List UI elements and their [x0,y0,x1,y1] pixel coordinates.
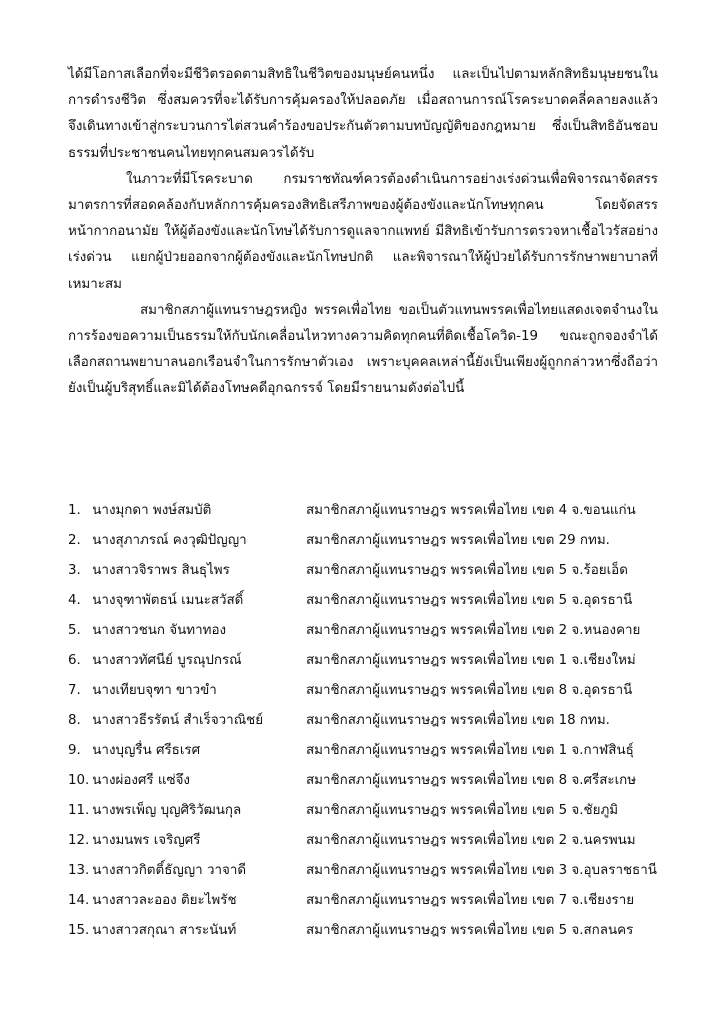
signer-position: สมาชิกสภาผู้แทนราษฎร พรรคเพื่อไทย เขต 1 จ.กาฬสินธุ์ [306,743,634,758]
signer-name: นางเทียบจุฑา ขาวขำ [92,683,217,698]
list-item [68,886,668,916]
signer-name: นางสาวกิตติ์ธัญญา วาจาดี [92,863,247,878]
list-item [68,616,668,646]
signer-name: นางมนพร เจริญศรี [92,833,201,848]
signer-name: นางสุภาภรณ์ คงวุฒิปัญญา [92,533,247,548]
signer-position: สมาชิกสภาผู้แทนราษฎร พรรคเพื่อไทย เขต 5 จ.ชัยภูมิ [306,803,619,818]
signer-position: สมาชิกสภาผู้แทนราษฎร พรรคเพื่อไทย เขต 29 กทม. [306,533,610,548]
signer-name: นางสาวทัศนีย์ บูรณุปกรณ์ [92,653,242,668]
signer-name: นางจุฑาพัตธน์ เมนะสวัสดิ์ [92,593,244,608]
signer-position: สมาชิกสภาผู้แทนราษฎร พรรคเพื่อไทย เขต 4 จ.ขอนแก่น [306,503,636,518]
signer-name: นางมุกดา พงษ์สมบัติ [92,503,212,518]
signer-position: สมาชิกสภาผู้แทนราษฎร พรรคเพื่อไทย เขต 18 กทม. [306,713,610,728]
signer-name: นางบุญรื่น ศรีธเรศ [92,743,201,758]
signer-position: สมาชิกสภาผู้แทนราษฎร พรรคเพื่อไทย เขต 5 จ.ร้อยเอ็ด [306,563,628,578]
signer-position: สมาชิกสภาผู้แทนราษฎร พรรคเพื่อไทย เขต 5 จ.อุดรธานี [306,593,633,608]
list-item [68,766,668,796]
paragraph-rights: ได้มีโอกาสเลือกที่จะมีชีวิตรอดตามสิทธิในชีวิตของมนุษย์คนหนึ่ง และเป็นไปตามหลักสิทธิมนุษยชนในการดำรงชีวิต ซึ่งสมควรที่จะได้รับการคุ้มครองให้ปลอดภัย เมื่อสถานการณ์โรคระบาดคลี่คลายลงแล้ว จึงเดินทางเข้าสู่กระบวนการไต่สวนคำร้องขอประกันตัวตามบทบัญญัติของกฎหมาย ซึ่งเป็นสิทธิอันชอบธรรมที่ประชาชนคนไทยทุกคนสมควรได้รับ [68,67,658,161]
signer-position: สมาชิกสภาผู้แทนราษฎร พรรคเพื่อไทย เขต 7 จ.เชียงราย [306,893,635,908]
signer-number: 5. [68,623,81,638]
signer-number: 11. [68,803,90,818]
list-item [68,736,668,766]
signer-number: 1. [68,503,81,518]
document-body [68,62,658,403]
list-item [68,796,668,826]
signer-number: 15. [68,923,90,938]
signer-number: 12. [68,833,90,848]
signer-number: 13. [68,863,90,878]
signer-position: สมาชิกสภาผู้แทนราษฎร พรรคเพื่อไทย เขต 8 จ.ศรีสะเกษ [306,773,637,788]
paragraph-petition: สมาชิกสภาผู้แทนราษฎรหญิง พรรคเพื่อไทย ขอเป็นตัวแทนพรรคเพื่อไทยแสดงเจตจำนงในการร้องขอความเป็นธรรมให้กับนักเคลื่อนไหวทางความคิดทุกคนที่ติดเชื้อโควิด-19 ขณะถูกจองจำได้เลือกสถานพยาบาลนอกเรือนจำในการรักษาตัวเอง เพราะบุคคลเหล่านี้ยังเป็นเพียงผู้ถูกกล่าวหาซึ่งถือว่ายังเป็นผู้บริสุทธิ์และมิได้ต้องโทษคดีอุกฉกรรจ์ โดยมีรายนามดังต่อไปนี้ [68,302,658,397]
list-item [68,556,668,586]
signer-position: สมาชิกสภาผู้แทนราษฎร พรรคเพื่อไทย เขต 3 จ.อุบลราชธานี [306,863,657,878]
signer-number: 8. [68,713,81,728]
signer-position: สมาชิกสภาผู้แทนราษฎร พรรคเพื่อไทย เขต 2 จ.หนองคาย [306,623,641,638]
list-item [68,706,668,736]
signer-name: นางสาวชนก จันทาทอง [92,623,227,638]
list-item [68,526,668,556]
list-item [68,646,668,676]
signer-position: สมาชิกสภาผู้แทนราษฎร พรรคเพื่อไทย เขต 2 จ.นครพนม [306,833,636,848]
list-item [68,826,668,856]
signer-number: 7. [68,683,81,698]
signer-position: สมาชิกสภาผู้แทนราษฎร พรรคเพื่อไทย เขต 5 จ.สกลนคร [306,923,634,938]
signer-list [68,496,668,946]
signer-number: 3. [68,563,81,578]
signer-name: นางสาวธีรรัตน์ สำเร็จวาณิชย์ [92,713,264,728]
signer-number: 14. [68,893,90,908]
paragraph-pandemic-measures: ในภาวะที่มีโรคระบาด กรมราชทัณฑ์ควรต้องดำเนินการอย่างเร่งด่วนเพื่อพิจารณาจัดสรรมาตรการที่สอดคล้องกับหลักการคุ้มครองสิทธิเสรีภาพของผู้ต้องขังและนักโทษทุกคน โดยจัดสรรหน้ากากอนามัย ให้ผู้ต้องขังและนักโทษได้รับการดูแลจากแพทย์ มีสิทธิเข้ารับการตรวจหาเชื้อไวรัสอย่างเร่งด่วน แยกผู้ป่วยออกจากผู้ต้องขังและนักโทษปกติ และพิจารณาให้ผู้ป่วยได้รับการรักษาพยาบาลที่เหมาะสม [68,171,658,292]
list-item [68,916,668,946]
signer-name: นางสาวจิราพร สินธุไพร [92,563,230,578]
signer-number: 6. [68,653,81,668]
signer-number: 9. [68,743,81,758]
signer-name: นางผ่องศรี แซ่จึง [92,773,190,788]
signer-name: นางพรเพ็ญ บุญศิริวัฒนกุล [92,803,242,818]
signer-number: 2. [68,533,81,548]
signer-name: นางสาวสกุณา สาระนันท์ [92,923,237,938]
list-item [68,586,668,616]
signer-number: 10. [68,773,90,788]
list-item [68,496,668,526]
signer-name: นางสาวละออง ติยะไพรัช [92,893,237,908]
signer-position: สมาชิกสภาผู้แทนราษฎร พรรคเพื่อไทย เขต 1 จ.เชียงใหม่ [306,653,636,668]
list-item [68,856,668,886]
signer-position: สมาชิกสภาผู้แทนราษฎร พรรคเพื่อไทย เขต 8 จ.อุดรธานี [306,683,633,698]
signer-number: 4. [68,593,81,608]
list-item [68,676,668,706]
